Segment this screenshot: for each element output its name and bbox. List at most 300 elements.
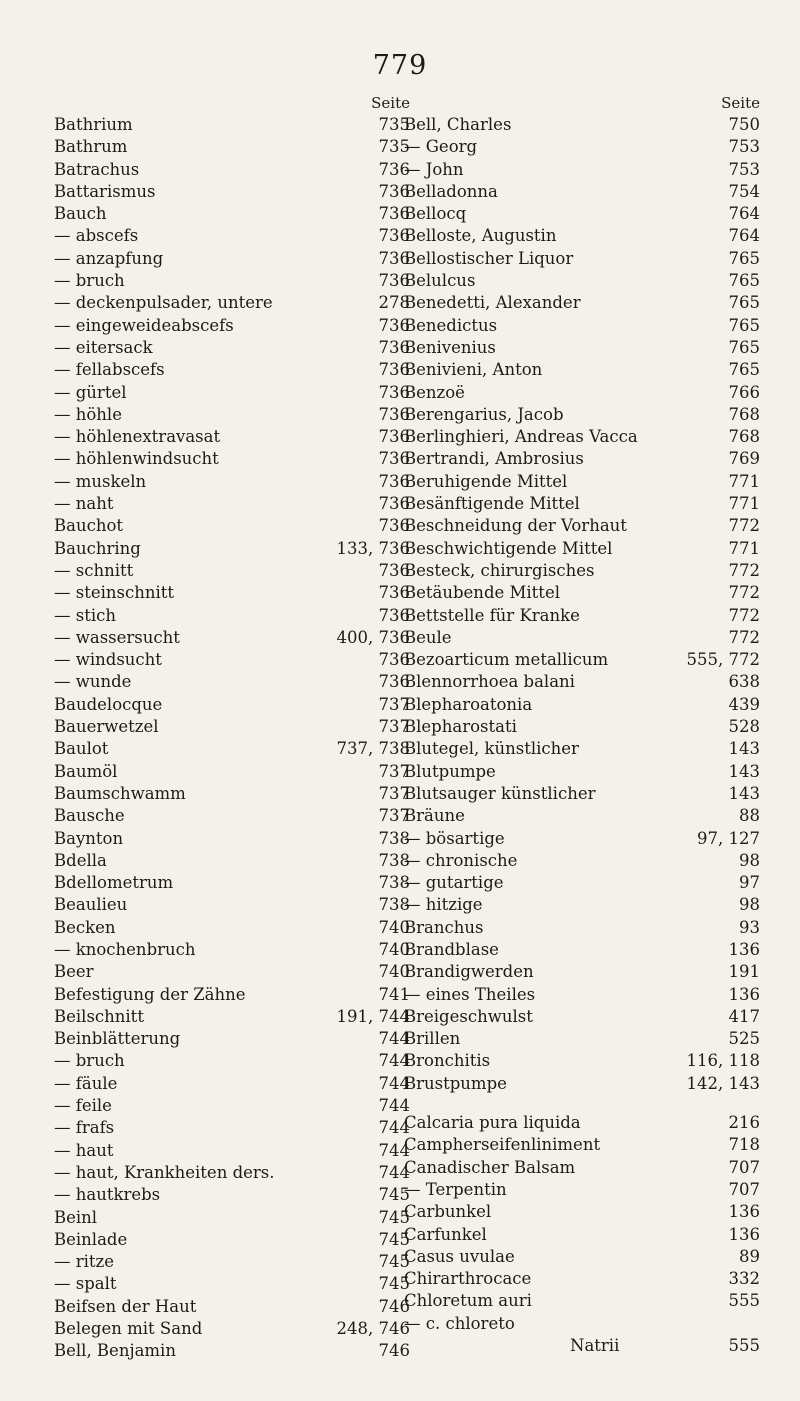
entry-page: 736 [378,449,410,469]
index-entry [54,783,410,805]
index-entry [404,984,760,1006]
entry-term: — haut [54,1140,114,1160]
entry-page: 736 [378,583,410,603]
entry-page: 98 [739,850,760,870]
index-entry [404,1224,760,1246]
entry-term: Beschneidung der Vorhaut [404,516,627,536]
index-entry [54,382,410,404]
entry-page: 772 [728,605,760,625]
entry-term: Casus uvulae [404,1246,515,1266]
entry-term: Blepharoatonia [404,694,533,714]
entry-page: 764 [728,204,760,224]
entry-term: — windsucht [54,650,162,670]
index-entry [54,1006,410,1028]
index-entry [54,1050,410,1072]
entry-page: 736 [378,248,410,268]
index-entry [54,136,410,158]
index-entry [54,1117,410,1139]
entry-term: — steinschnitt [54,583,175,603]
entry-term: Bertrandi, Ambrosius [404,449,584,469]
index-entry [54,1251,410,1273]
entry-page: 738 [378,895,410,915]
index-entry [54,1273,410,1295]
entry-term: Befestigung der Zähne [54,984,246,1004]
entry-page: 736 [378,159,410,179]
entry-term: — naht [54,494,114,514]
entry-page: 736 [378,427,410,447]
entry-term: — wunde [54,672,132,692]
entry-page: 744 [378,1118,410,1138]
index-entry [404,270,760,292]
index-entry [404,181,760,203]
entry-page: 746 [378,1341,410,1361]
index-entry [54,1095,410,1117]
entry-term: Bausche [54,806,125,826]
entry-term: Blennorrhoea balani [404,672,575,692]
entry-term: Chloretum auri [404,1291,532,1311]
entry-term: — ritze [54,1252,114,1272]
entry-term: Natrii [570,1336,620,1356]
index-entry [404,426,760,448]
entry-term: — höhlenextravasat [54,427,221,447]
index-entry [54,917,410,939]
entry-term: Benivenius [404,337,496,357]
entry-page: 740 [378,917,410,937]
index-entry [404,828,760,850]
entry-term: Besänftigende Mittel [404,494,580,514]
entry-term: Chirarthrocace [404,1269,532,1289]
entry-term: Brandblase [404,939,499,959]
entry-page: 143 [728,739,760,759]
entry-term: — eines Theiles [404,984,536,1004]
entry-page: 736 [378,315,410,335]
index-entry [54,671,410,693]
entry-term: Beilschnitt [54,1006,144,1026]
index-entry [54,761,410,783]
entry-page: 736 [378,181,410,201]
entry-term: Bathrium [54,115,133,134]
entry-term: — höhle [54,404,122,424]
entry-term: — anzapfung [54,248,164,268]
index-entry [404,582,760,604]
entry-term: Bathrum [54,137,128,157]
index-entry [54,248,410,270]
entry-page: 765 [728,337,760,357]
entry-page: 98 [739,895,760,915]
index-entry [404,404,760,426]
entry-page: 744 [378,1096,410,1116]
index-entry [54,1340,410,1362]
index-entry [404,538,760,560]
index-entry [54,203,410,225]
entry-page: 737 [378,717,410,737]
entry-term: Benedictus [404,315,498,335]
index-entry [54,515,410,537]
index-entry [54,292,410,314]
index-entry [54,538,410,560]
index-entry [54,359,410,381]
index-entry [54,582,410,604]
entry-page: 737 [378,783,410,803]
entry-page: 745 [378,1229,410,1249]
entry-page: 736 [378,337,410,357]
entry-term: Blutegel, künstlicher [404,739,579,759]
entry-term: — hautkrebs [54,1185,161,1205]
index-entry [54,1140,410,1162]
index-entry [54,337,410,359]
entry-term: — haut, Krankheiten ders. [54,1162,275,1182]
entry-page: 741 [378,984,410,1004]
index-entry [404,917,760,939]
entry-term: Beifsen der Haut [54,1296,197,1316]
right-entry-list [404,114,760,1357]
index-entry [54,1229,410,1251]
entry-page: 136 [728,1224,760,1244]
entry-term: — gutartige [404,873,504,893]
index-entry [54,939,410,961]
entry-term: Berlinghieri, Andreas Vacca [404,427,638,447]
entry-page: 769 [728,449,760,469]
entry-term: Berengarius, Jacob [404,404,564,424]
index-entry [404,448,760,470]
entry-term: Beaulieu [54,895,128,915]
entry-term: Beer [54,962,94,982]
index-entry [404,850,760,872]
index-entry [54,605,410,627]
index-entry [54,315,410,337]
entry-page: 555, 772 [686,650,760,670]
entry-page: 753 [728,159,760,179]
entry-term: Bezoarticum metallicum [404,650,609,670]
index-entry [404,805,760,827]
entry-term: — chronische [404,850,518,870]
entry-term: Beruhigende Mittel [404,471,568,491]
entry-page: 738 [378,873,410,893]
index-entry [404,1006,760,1028]
entry-page: 528 [728,717,760,737]
entry-page: 766 [728,382,760,402]
entry-term: Betäubende Mittel [404,583,560,603]
entry-page: 736 [378,382,410,402]
index-entry [404,1246,760,1268]
entry-page: 736 [378,471,410,491]
index-entry [54,828,410,850]
index-entry [54,270,410,292]
left-column [54,92,410,1363]
entry-page: 736 [378,226,410,246]
index-entry [404,1268,760,1290]
entry-page: 93 [739,917,760,937]
entry-page: 88 [739,806,760,826]
index-entry [54,961,410,983]
index-entry [404,627,760,649]
entry-term: Beinl [54,1207,98,1227]
entry-term: Baulot [54,739,109,759]
entry-term: — eingeweideabscefs [54,315,234,335]
entry-page: 555 [728,1291,760,1311]
entry-term: Beschwichtigende Mittel [404,538,613,558]
entry-page: 750 [728,115,760,134]
left-column-header: Seite [371,94,410,112]
index-entry [54,404,410,426]
entry-term: — wassersucht [54,627,180,647]
entry-page: 744 [378,1051,410,1071]
entry-term: Bauchring [54,538,141,558]
entry-term: — abscefs [54,226,139,246]
index-entry [404,315,760,337]
index-entry [54,159,410,181]
entry-page: 417 [728,1006,760,1026]
entry-page: 768 [728,427,760,447]
index-entry [54,894,410,916]
index-entry [404,1134,760,1156]
entry-page: 764 [728,226,760,246]
entry-term: — Terpentin [404,1179,507,1199]
index-entry [404,1179,760,1201]
entry-page: 745 [378,1185,410,1205]
entry-term: — höhlenwindsucht [54,449,219,469]
entry-term: Belulcus [404,271,476,291]
index-entry [404,382,760,404]
index-entry [54,181,410,203]
entry-term: — John [404,159,464,179]
index-entry [54,471,410,493]
index-entry [404,337,760,359]
entry-page: 772 [728,627,760,647]
entry-page: 143 [728,761,760,781]
entry-page: 736 [378,605,410,625]
index-entry [54,984,410,1006]
entry-term: Carfunkel [404,1224,487,1244]
index-entry [54,448,410,470]
entry-page: 737 [378,761,410,781]
index-entry [404,1290,760,1312]
index-entry [404,1073,760,1095]
entry-page: 736 [378,360,410,380]
entry-term: Bettstelle für Kranke [404,605,580,625]
entry-term: Blutpumpe [404,761,496,781]
index-entry [404,783,760,805]
index-entry [54,1184,410,1206]
entry-page: 136 [728,984,760,1004]
entry-term: — hitzige [404,895,483,915]
entry-page: 746 [378,1296,410,1316]
index-entry [404,292,760,314]
entry-term: — schnitt [54,560,134,580]
entry-page: 735 [378,137,410,157]
entry-term: Bellocq [404,204,467,224]
entry-page: 772 [728,560,760,580]
index-entry [404,203,760,225]
entry-term: Calcaria pura liquida [404,1113,581,1133]
index-entry [404,738,760,760]
right-column [404,92,760,1357]
entry-term: — spalt [54,1274,117,1294]
entry-term: — eitersack [54,337,153,357]
entry-page: 765 [728,360,760,380]
entry-page: 191, 744 [336,1006,410,1026]
entry-term: Brillen [404,1029,461,1049]
entry-page: 738 [378,828,410,848]
entry-term: Beinlade [54,1229,128,1249]
entry-term: Belladonna [404,181,498,201]
entry-page: 736 [378,516,410,536]
index-entry [404,560,760,582]
index-entry [404,136,760,158]
index-entry [404,894,760,916]
index-entry [404,1028,760,1050]
entry-term: Bauchot [54,516,124,536]
index-entry [404,1157,760,1179]
entry-term: Bellostischer Liquor [404,248,574,268]
entry-page: 278 [378,293,410,313]
entry-page: 745 [378,1274,410,1294]
entry-page: 525 [728,1029,760,1049]
entry-term: Bauch [54,204,107,224]
index-entry [404,248,760,270]
entry-term: Branchus [404,917,484,937]
entry-term: Beinblätterung [54,1029,181,1049]
entry-page: 736 [378,204,410,224]
entry-term: Blutsauger künstlicher [404,783,596,803]
right-column-header: Seite [721,94,760,112]
entry-page: 745 [378,1207,410,1227]
entry-term: — bruch [54,1051,125,1071]
entry-page: 97, 127 [697,828,760,848]
entry-page: 754 [728,181,760,201]
entry-page: 89 [739,1246,760,1266]
entry-term: Benzoë [404,382,465,402]
entry-page: 136 [728,939,760,959]
index-entry [54,1318,410,1340]
entry-term: Bauerwetzel [54,717,159,737]
entry-page: 744 [378,1029,410,1049]
entry-page: 216 [728,1113,760,1133]
page-number: 779 [372,50,428,81]
entry-page: 439 [728,694,760,714]
entry-term: Bräune [404,806,465,826]
index-entry [54,1296,410,1318]
entry-page: 772 [728,516,760,536]
index-entry [54,627,410,649]
entry-page: 718 [728,1135,760,1155]
entry-term: — frafs [54,1118,115,1138]
entry-page: 332 [728,1269,760,1289]
entry-page: 765 [728,293,760,313]
entry-term: Brandigwerden [404,962,534,982]
index-entry [54,716,410,738]
index-entry [54,872,410,894]
entry-term: — bruch [54,271,125,291]
index-entry [404,961,760,983]
entry-page: 133, 736 [336,538,410,558]
entry-term: Carbunkel [404,1202,492,1222]
entry-page: 736 [378,560,410,580]
entry-page: 737 [378,694,410,714]
entry-page: 765 [728,271,760,291]
index-entry [54,225,410,247]
index-entry [404,761,760,783]
index-entry [54,694,410,716]
entry-page: 768 [728,404,760,424]
index-entry [404,939,760,961]
entry-term: Bdellometrum [54,873,174,893]
index-entry [404,872,760,894]
entry-term: Bronchitis [404,1051,491,1071]
entry-page: 736 [378,404,410,424]
entry-term: — knochenbruch [54,939,196,959]
entry-term: Beule [404,627,452,647]
left-entry-list [54,114,410,1363]
entry-term: Belloste, Augustin [404,226,557,246]
entry-term: Brustpumpe [404,1073,507,1093]
entry-page: 771 [728,471,760,491]
entry-term: Bell, Charles [404,115,512,134]
entry-page: 116, 118 [686,1051,760,1071]
entry-page: 248, 746 [336,1319,410,1339]
index-entry [54,560,410,582]
entry-term: Becken [54,917,116,937]
index-entry [404,605,760,627]
index-entry [54,114,410,136]
index-entry [54,1162,410,1184]
index-entry [404,1313,760,1335]
entry-page: 735 [378,115,410,134]
entry-term: Baudelocque [54,694,163,714]
entry-page: 740 [378,939,410,959]
index-entry [404,471,760,493]
index-entry [404,515,760,537]
index-entry [54,850,410,872]
index-entry [404,1112,760,1134]
index-entry [404,159,760,181]
entry-page: 744 [378,1162,410,1182]
entry-page: 707 [728,1157,760,1177]
entry-term: — muskeln [54,471,147,491]
index-entry [404,114,760,136]
index-entry [404,359,760,381]
index-entry [54,738,410,760]
index-entry [54,805,410,827]
entry-page: 736 [378,672,410,692]
index-entry [54,493,410,515]
entry-term: Batrachus [54,159,140,179]
entry-term: — fellabscefs [54,360,165,380]
entry-page: 765 [728,248,760,268]
index-entry [404,225,760,247]
index-entry [54,426,410,448]
entry-page: 753 [728,137,760,157]
index-entry [54,1207,410,1229]
entry-term: Besteck, chirurgisches [404,560,595,580]
index-entry [404,716,760,738]
entry-page: 737, 738 [336,739,410,759]
entry-term: Bell, Benjamin [54,1341,176,1361]
index-entry [404,671,760,693]
entry-page: 136 [728,1202,760,1222]
entry-page: 744 [378,1140,410,1160]
index-entry [404,649,760,671]
entry-term: — gürtel [54,382,127,402]
entry-page: 772 [728,583,760,603]
index-entry [404,1335,760,1357]
entry-page: 736 [378,271,410,291]
entry-term: Baumschwamm [54,783,186,803]
entry-page: 771 [728,494,760,514]
entry-term: — feile [54,1096,112,1116]
entry-term: Baumöl [54,761,118,781]
entry-page: 765 [728,315,760,335]
